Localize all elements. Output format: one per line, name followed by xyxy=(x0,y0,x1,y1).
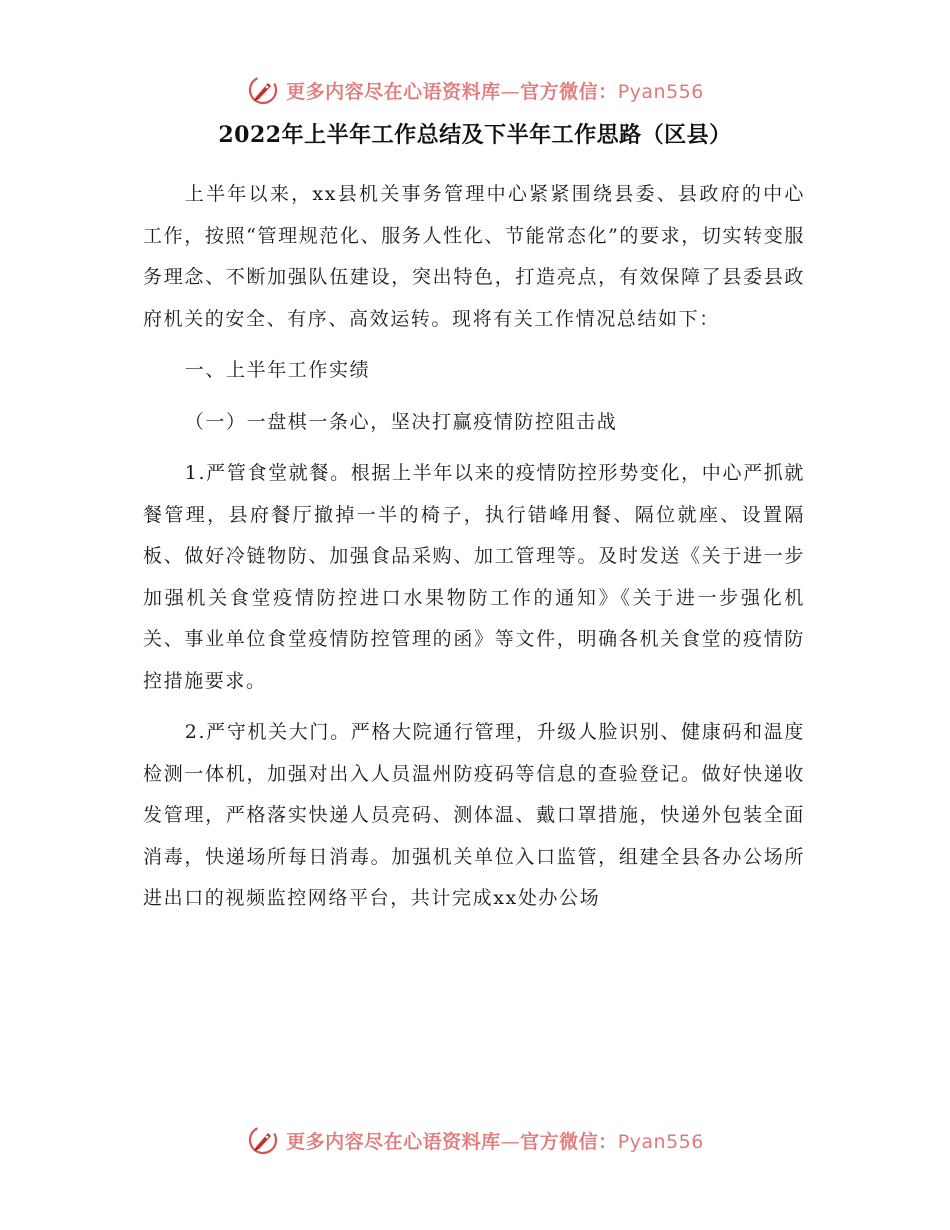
paragraph-item-1: 1.严管食堂就餐。根据上半年以来的疫情防控形势变化，中心严抓就餐管理，县府餐厅撤掉一半的椅子，执行错峰用餐、隔位就座、设置隔板、做好冷链物防、加强食品采购、加工管理等。及时发送《关于进一步加强机关食堂疫情防控进口水果物防工作的通知》《关于进一步强化机关、事业单位食堂疫情防控管理的函》等文件，明确各机关食堂的疫情防控措施要求。 xyxy=(143,462,805,692)
banner-wechat-label: 官方微信： xyxy=(520,1130,618,1153)
banner-wechat-label: 官方微信： xyxy=(520,80,618,103)
header-banner xyxy=(0,70,950,110)
section-heading: 一、上半年工作实绩 xyxy=(184,359,371,381)
pen-nib-logo-icon xyxy=(246,1123,280,1157)
footer-banner xyxy=(0,1120,950,1160)
document-body xyxy=(143,174,805,930)
paragraph-item-2: 2.严守机关大门。严格大院通行管理，升级人脸识别、健康码和温度检测一体机，加强对出入人员温州防疫码等信息的查验登记。做好快递收发管理，严格落实快递人员亮码、测体温、戴口罩措施，快递外包装全面消毒，快递场所每日消毒。加强机关单位入口监管，组建全县各办公场所进出口的视频监控网络平台，共计完成xx处办公场 xyxy=(143,721,805,909)
header-banner-text xyxy=(286,77,704,104)
pen-nib-logo-icon xyxy=(246,73,280,107)
banner-wechat-id: Pyan556 xyxy=(617,80,704,103)
banner-dash: — xyxy=(500,1130,521,1153)
document-title: 2022年上半年工作总结及下半年工作思路（区县） xyxy=(218,122,732,148)
banner-slogan: 更多内容尽在心语资料库 xyxy=(286,1130,501,1153)
subsection-heading: （一）一盘棋一条心，坚决打赢疫情防控阻击战 xyxy=(184,410,618,433)
banner-wechat-id: Pyan556 xyxy=(617,1130,704,1153)
paragraph-intro: 上半年以来，xx县机关事务管理中心紧紧围绕县委、县政府的中心工作，按照“管理规范化、服务人性化、节能常态化”的要求，切实转变服务理念、不断加强队伍建设，突出特色，打造亮点，有效保障了县委县政府机关的安全、有序、高效运转。现将有关工作情况总结如下： xyxy=(143,183,805,330)
footer-banner-text xyxy=(286,1127,704,1154)
banner-dash: — xyxy=(500,80,521,103)
banner-slogan: 更多内容尽在心语资料库 xyxy=(286,80,501,103)
